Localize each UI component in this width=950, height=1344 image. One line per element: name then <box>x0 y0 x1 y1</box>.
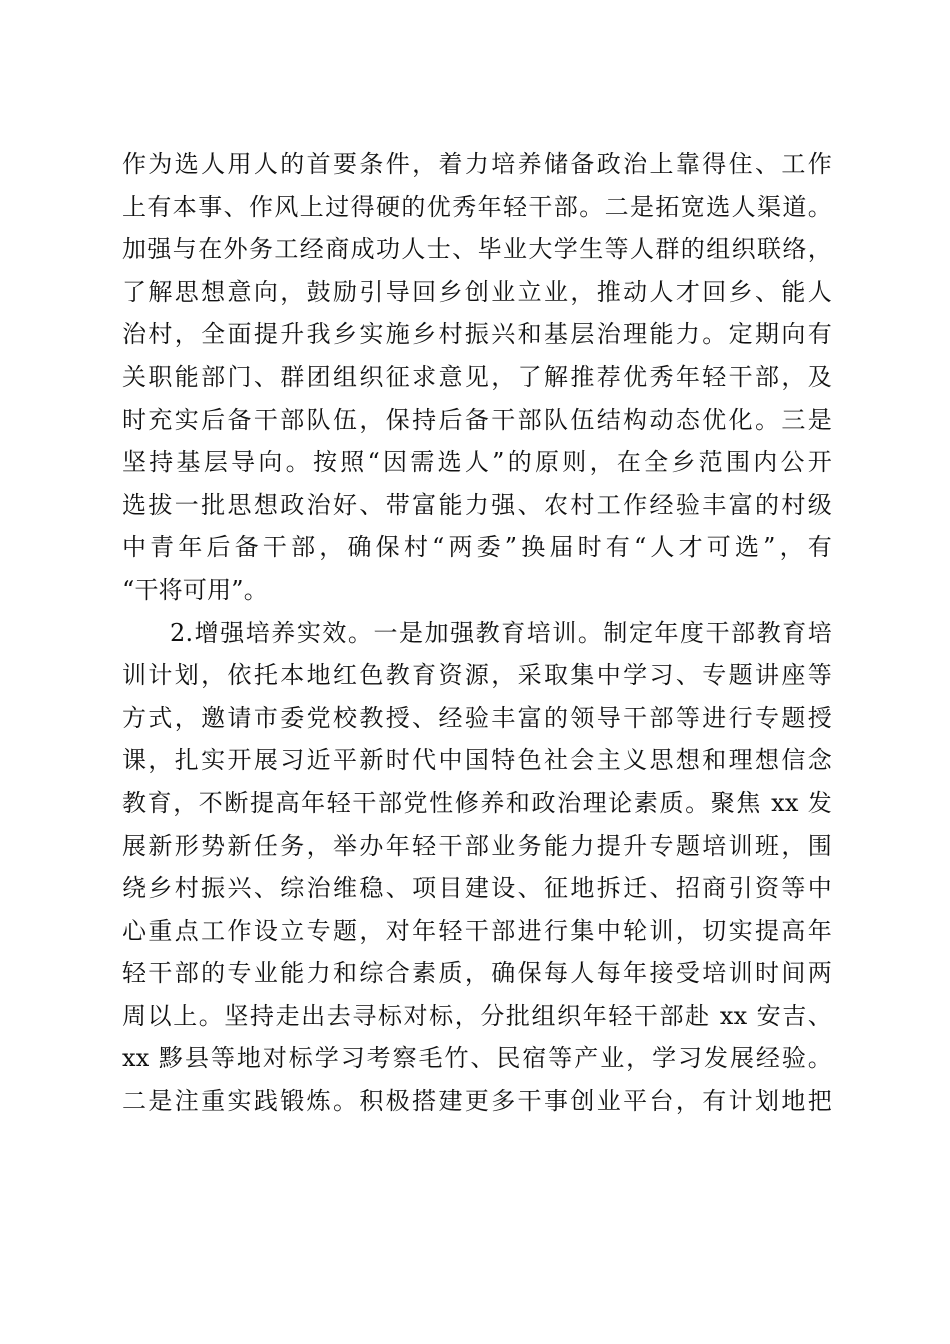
text-line: 选拔一批思想政治好、带富能力强、农村工作经验丰富的村级 <box>122 490 832 519</box>
text-line: 周以上。坚持走出去寻标对标，分批组织年轻干部赴 xx 安吉、 <box>122 1001 832 1030</box>
text-line: 坚持基层导向。按照“因需选人”的原则，在全乡范围内公开 <box>122 448 832 477</box>
text-line: 展新形势新任务，举办年轻干部业务能力提升专题培训班，围 <box>122 831 832 860</box>
text-line: 训计划，依托本地红色教育资源，采取集中学习、专题讲座等 <box>122 661 832 690</box>
text-line: 教育，不断提高年轻干部党性修养和政治理论素质。聚焦 xx 发 <box>122 788 832 817</box>
text-line: 加强与在外务工经商成功人士、毕业大学生等人群的组织联络， <box>122 235 832 264</box>
text-line: 心重点工作设立专题，对年轻干部进行集中轮训，切实提高年 <box>122 916 832 945</box>
text-line: 课，扎实开展习近平新时代中国特色社会主义思想和理想信念 <box>122 746 832 775</box>
body-text <box>122 143 832 1123</box>
text-line: xx 黟县等地对标学习考察毛竹、民宿等产业，学习发展经验。 <box>122 1044 832 1073</box>
text-line: 上有本事、作风上过得硬的优秀年轻干部。二是拓宽选人渠道。 <box>122 192 832 221</box>
text-line: 方式，邀请市委党校教授、经验丰富的领导干部等进行专题授 <box>122 703 832 732</box>
text-line: 关职能部门、群团组织征求意见，了解推荐优秀年轻干部，及 <box>122 362 832 391</box>
text-line: “干将可用”。 <box>122 575 268 604</box>
text-line: 了解思想意向，鼓励引导回乡创业立业，推动人才回乡、能人 <box>122 277 832 306</box>
text-line: 治村，全面提升我乡实施乡村振兴和基层治理能力。定期向有 <box>122 320 832 349</box>
text-line: 绕乡村振兴、综治维稳、项目建设、征地拆迁、招商引资等中 <box>122 874 832 903</box>
text-line: 中青年后备干部，确保村“两委”换届时有“人才可选”，有 <box>122 533 832 562</box>
paragraph-start-line: 2.增强培养实效。一是加强教育培训。制定年度干部教育培 <box>170 618 832 647</box>
text-line: 轻干部的专业能力和综合素质，确保每人每年接受培训时间两 <box>122 959 832 988</box>
text-line: 二是注重实践锻炼。积极搭建更多干事创业平台，有计划地把 <box>122 1087 832 1116</box>
text-line: 时充实后备干部队伍，保持后备干部队伍结构动态优化。三是 <box>122 405 832 434</box>
text-line: 作为选人用人的首要条件，着力培养储备政治上靠得住、工作 <box>122 150 832 178</box>
